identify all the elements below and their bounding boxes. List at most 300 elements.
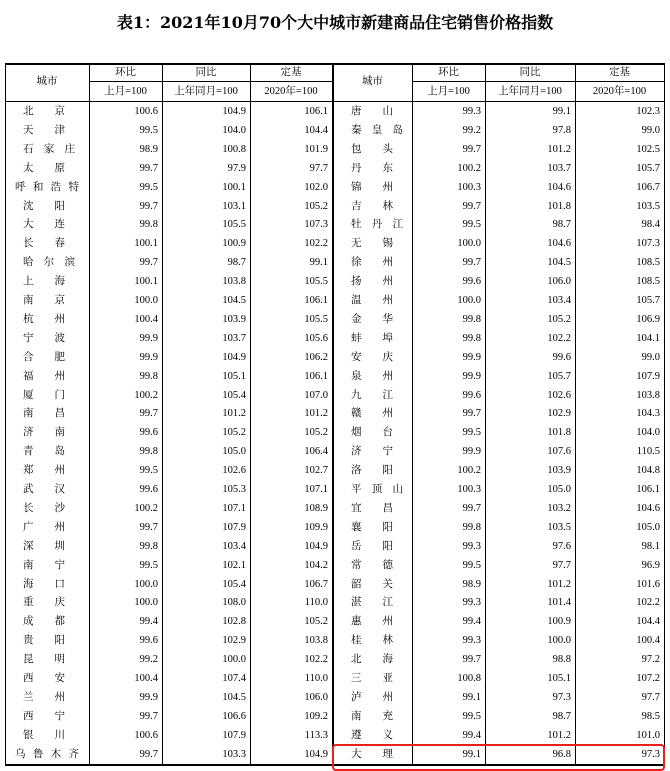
city-name: 重庆: [23, 596, 65, 609]
mom-value: 99.5: [139, 559, 158, 571]
yoy-value: 104.5: [222, 691, 246, 703]
mom-value: 99.7: [139, 748, 158, 760]
base-value: 105.6: [304, 332, 328, 344]
yoy-value: 104.9: [222, 106, 246, 117]
mom-value: 99.6: [139, 484, 158, 495]
city-name: 常德: [351, 558, 393, 571]
column-rule-5: [333, 63, 334, 766]
yoy-value: 98.7: [227, 257, 246, 269]
yoy-value: 103.9: [547, 465, 571, 477]
base-value: 99.0: [641, 351, 660, 363]
city-name: 西宁: [23, 709, 65, 722]
base-value: 102.5: [636, 143, 660, 155]
yoy-value: 105.1: [547, 673, 571, 684]
yoy-value: 100.8: [222, 143, 246, 155]
yoy-value: 104.0: [222, 124, 246, 136]
yoy-value: 103.3: [222, 748, 246, 760]
base-value: 110.5: [636, 446, 660, 458]
mom-value: 99.7: [139, 521, 158, 533]
mom-value: 99.6: [462, 276, 481, 288]
mom-value: 98.9: [139, 143, 158, 155]
yoy-value: 103.5: [547, 521, 571, 533]
yoy-value: 105.7: [547, 370, 571, 382]
yoy-value: 98.8: [552, 654, 571, 666]
header-yoy-sub-right: 上年同月=100: [498, 86, 562, 97]
mom-value: 99.5: [462, 219, 481, 231]
city-name: 大连: [23, 218, 65, 231]
mom-value: 100.0: [134, 295, 158, 306]
yoy-value: 105.2: [547, 313, 571, 325]
mom-value: 99.1: [462, 691, 481, 703]
yoy-value: 100.0: [222, 654, 246, 666]
yoy-value: 101.2: [547, 578, 571, 590]
base-value: 103.5: [636, 200, 660, 212]
mom-value: 100.2: [134, 389, 158, 401]
city-name: 宜昌: [351, 501, 393, 514]
mom-value: 99.5: [462, 710, 481, 722]
column-rule-9: [664, 63, 665, 766]
base-value: 102.2: [636, 597, 660, 609]
header-yoy-right: 同比: [519, 66, 541, 78]
header-base-right: 定基: [609, 66, 630, 78]
yoy-value: 103.7: [222, 332, 246, 344]
city-name: 长沙: [23, 501, 65, 514]
base-value: 97.3: [641, 748, 660, 760]
mom-value: 99.8: [139, 370, 158, 382]
base-value: 104.8: [636, 465, 660, 477]
mom-value: 100.0: [134, 597, 158, 609]
base-value: 96.9: [641, 559, 660, 571]
yoy-value: 103.4: [222, 540, 246, 552]
yoy-value: 102.9: [547, 408, 571, 420]
yoy-value: 107.1: [222, 502, 246, 514]
base-value: 100.4: [636, 635, 660, 647]
yoy-value: 105.2: [222, 427, 246, 439]
city-name: 锦州: [351, 180, 393, 193]
mom-value: 99.8: [139, 219, 158, 231]
city-name: 深圳: [23, 539, 65, 552]
city-name: 厦门: [23, 388, 65, 401]
header-mom-sub-left: 上月=100: [104, 86, 147, 97]
yoy-value: 107.9: [222, 521, 246, 533]
base-value: 98.4: [641, 219, 660, 231]
mom-value: 99.7: [462, 143, 481, 155]
city-name: 无锡: [351, 237, 393, 250]
mom-value: 100.3: [457, 181, 481, 193]
city-name: 丹东: [351, 161, 393, 174]
mom-value: 99.6: [462, 389, 481, 401]
mom-value: 100.2: [457, 465, 481, 477]
yoy-value: 100.0: [547, 635, 571, 647]
mom-value: 100.6: [134, 106, 158, 117]
yoy-value: 105.0: [222, 446, 246, 458]
city-name: 南充: [351, 709, 393, 722]
highlight-box-dali: [332, 744, 665, 771]
yoy-value: 104.9: [222, 351, 246, 363]
base-value: 107.2: [636, 673, 660, 684]
mom-value: 99.5: [139, 124, 158, 136]
yoy-value: 97.9: [227, 162, 246, 174]
city-name: 九江: [351, 388, 393, 401]
mom-value: 100.6: [134, 729, 158, 741]
city-name: 哈尔滨: [23, 256, 75, 269]
city-name: 温州: [351, 294, 393, 306]
base-value: 105.2: [304, 200, 328, 212]
city-name: 烟台: [351, 426, 393, 439]
city-name: 襄阳: [351, 520, 393, 533]
yoy-value: 100.9: [222, 238, 246, 250]
header-mom-sub-right: 上月=100: [427, 86, 470, 97]
mom-value: 100.0: [457, 238, 481, 250]
mom-value: 99.7: [462, 200, 481, 212]
header-yoy-left: 同比: [195, 66, 217, 78]
mom-value: 99.8: [462, 521, 481, 533]
city-name: 沈阳: [23, 199, 65, 212]
yoy-value: 97.8: [552, 124, 571, 136]
yoy-value: 104.6: [547, 181, 571, 193]
yoy-value: 105.1: [222, 370, 246, 382]
city-name: 包头: [351, 142, 393, 155]
base-value: 106.2: [304, 351, 328, 363]
yoy-value: 96.8: [552, 748, 571, 760]
city-name: 金华: [351, 312, 393, 325]
yoy-value: 101.8: [547, 200, 571, 212]
base-value: 102.7: [304, 465, 328, 477]
city-name: 岳阳: [351, 539, 393, 552]
header-yoy-sub-left: 上年同月=100: [174, 86, 238, 97]
city-name: 兰州: [23, 690, 65, 703]
header-city-right: 城市: [362, 75, 383, 87]
base-value: 107.3: [304, 219, 328, 231]
mom-value: 99.9: [139, 332, 158, 344]
mom-value: 99.3: [462, 635, 481, 647]
column-rule-0: [5, 63, 6, 766]
mom-value: 99.8: [462, 332, 481, 344]
city-name: 呼和浩特: [15, 180, 79, 193]
city-name: 郑州: [23, 464, 65, 477]
price-index-table: [5, 63, 665, 766]
base-value: 97.7: [309, 162, 328, 174]
yoy-value: 101.2: [547, 729, 571, 741]
city-name: 青岛: [23, 445, 65, 458]
city-name: 石家庄: [23, 142, 75, 155]
base-value: 105.7: [636, 162, 660, 174]
city-name: 洛阳: [351, 464, 393, 477]
city-name: 惠州: [351, 615, 393, 628]
mom-value: 99.1: [462, 748, 481, 760]
mom-value: 99.7: [462, 654, 481, 666]
base-value: 102.2: [304, 654, 328, 666]
base-value: 110.0: [304, 673, 328, 684]
city-name: 扬州: [351, 275, 393, 288]
base-value: 107.1: [304, 484, 328, 495]
base-value: 98.5: [641, 710, 660, 722]
city-name: 银川: [23, 728, 65, 741]
mom-value: 100.4: [134, 313, 158, 325]
base-value: 106.4: [304, 446, 328, 458]
base-value: 105.2: [304, 616, 328, 628]
yoy-value: 99.6: [552, 351, 571, 363]
base-value: 107.3: [636, 238, 660, 250]
city-name: 徐州: [351, 256, 393, 269]
mom-value: 100.2: [134, 502, 158, 514]
base-value: 104.0: [636, 427, 660, 439]
yoy-value: 102.8: [222, 616, 246, 628]
city-name: 牡丹江: [351, 218, 403, 231]
yoy-value: 101.4: [547, 597, 571, 609]
table-title: 表1：2021年10月70个大中城市新建商品住宅销售价格指数: [116, 13, 554, 32]
header-base-sub-left: 2020年=100: [264, 86, 318, 97]
mom-value: 99.5: [139, 181, 158, 193]
yoy-value: 102.2: [547, 332, 571, 344]
yoy-value: 104.5: [222, 295, 246, 306]
yoy-value: 98.7: [552, 219, 571, 231]
yoy-value: 100.9: [547, 616, 571, 628]
yoy-value: 103.8: [222, 276, 246, 288]
city-name: 海口: [23, 577, 65, 590]
mom-value: 99.9: [139, 351, 158, 363]
city-name: 成都: [23, 615, 65, 628]
base-value: 106.7: [304, 578, 328, 590]
base-value: 99.0: [641, 124, 660, 136]
yoy-value: 108.0: [222, 597, 246, 609]
city-name: 赣州: [351, 407, 393, 420]
yoy-value: 101.2: [547, 143, 571, 155]
city-name: 遵义: [351, 728, 393, 741]
yoy-value: 97.6: [552, 540, 571, 552]
yoy-value: 102.1: [222, 559, 246, 571]
base-value: 105.2: [304, 427, 328, 439]
base-value: 101.2: [304, 408, 328, 420]
mom-value: 99.2: [462, 124, 481, 136]
mom-value: 99.3: [462, 597, 481, 609]
mom-value: 98.9: [462, 578, 481, 590]
city-name: 杭州: [23, 312, 65, 325]
yoy-value: 107.6: [547, 446, 571, 458]
city-name: 济南: [23, 426, 65, 439]
mom-value: 99.7: [139, 257, 158, 269]
city-name: 秦皇岛: [351, 123, 403, 136]
base-value: 106.1: [304, 370, 328, 382]
header-mom-right: 环比: [438, 66, 459, 78]
base-value: 106.9: [636, 313, 660, 325]
mom-value: 99.3: [462, 106, 481, 117]
yoy-value: 102.6: [547, 389, 571, 401]
base-value: 103.8: [636, 389, 660, 401]
base-value: 104.2: [304, 559, 328, 571]
mom-value: 99.5: [139, 465, 158, 477]
mom-value: 100.0: [134, 578, 158, 590]
mom-value: 100.3: [457, 484, 481, 495]
base-value: 97.7: [641, 691, 660, 703]
base-value: 98.1: [641, 540, 660, 552]
mom-value: 100.8: [457, 673, 481, 684]
header-base-left: 定基: [280, 66, 302, 78]
mom-value: 99.4: [462, 616, 481, 628]
yoy-value: 105.5: [222, 219, 246, 231]
base-value: 99.1: [309, 257, 328, 269]
yoy-value: 104.5: [547, 257, 571, 269]
base-value: 107.0: [304, 389, 328, 401]
base-value: 106.1: [304, 106, 328, 117]
mom-value: 99.9: [139, 691, 158, 703]
city-name: 长春: [23, 237, 65, 250]
yoy-value: 101.8: [547, 427, 571, 439]
city-name: 宁波: [23, 331, 65, 344]
header-base-sub-right: 2020年=100: [592, 86, 647, 97]
city-name: 平顶山: [351, 483, 403, 495]
base-value: 102.3: [636, 106, 660, 117]
base-value: 106.7: [636, 181, 660, 193]
city-name: 南宁: [23, 558, 65, 571]
city-name: 天津: [23, 123, 65, 136]
base-value: 101.0: [636, 729, 660, 741]
mom-value: 99.5: [462, 427, 481, 439]
city-name: 湛江: [351, 596, 393, 609]
mom-value: 99.4: [139, 616, 158, 628]
city-name: 福州: [23, 369, 65, 382]
base-value: 109.2: [304, 710, 328, 722]
header-city-left: 城市: [36, 75, 58, 87]
base-value: 108.5: [636, 257, 660, 269]
city-name: 韶关: [351, 577, 393, 590]
mom-value: 99.9: [462, 351, 481, 363]
city-name: 济宁: [351, 445, 393, 458]
base-value: 113.3: [304, 729, 328, 741]
mom-value: 100.2: [457, 162, 481, 174]
yoy-value: 98.7: [552, 710, 571, 722]
mom-value: 99.7: [139, 200, 158, 212]
base-value: 105.0: [636, 521, 660, 533]
city-name: 泉州: [351, 369, 393, 382]
base-value: 97.2: [641, 654, 660, 666]
base-value: 105.5: [304, 276, 328, 288]
mom-value: 99.7: [139, 162, 158, 174]
mom-value: 99.5: [462, 559, 481, 571]
yoy-value: 99.1: [552, 106, 571, 117]
mom-value: 99.8: [139, 540, 158, 552]
base-value: 104.4: [304, 124, 328, 136]
mom-value: 99.9: [462, 446, 481, 458]
mom-value: 99.3: [462, 540, 481, 552]
city-name: 武汉: [23, 483, 65, 495]
base-value: 108.5: [636, 276, 660, 288]
base-value: 102.2: [304, 238, 328, 250]
city-name: 贵阳: [23, 634, 65, 647]
mom-value: 99.7: [462, 257, 481, 269]
mom-value: 99.7: [462, 502, 481, 514]
yoy-value: 101.2: [222, 408, 246, 420]
yoy-value: 103.1: [222, 200, 246, 212]
base-value: 102.0: [304, 181, 328, 193]
city-name: 北海: [351, 653, 393, 666]
mom-value: 99.2: [139, 654, 158, 666]
mom-value: 99.9: [462, 370, 481, 382]
yoy-value: 103.2: [547, 502, 571, 514]
base-value: 103.8: [304, 635, 328, 647]
base-value: 101.6: [636, 578, 660, 590]
mom-value: 99.7: [139, 710, 158, 722]
city-name: 泸州: [351, 690, 393, 703]
base-value: 104.4: [636, 616, 660, 628]
yoy-value: 105.0: [547, 484, 571, 495]
mom-value: 99.6: [139, 635, 158, 647]
city-name: 北京: [23, 105, 65, 117]
city-name: 安庆: [351, 350, 393, 363]
mom-value: 99.4: [462, 729, 481, 741]
city-name: 南昌: [23, 407, 65, 420]
mom-value: 100.4: [134, 673, 158, 684]
city-name: 广州: [23, 520, 65, 533]
base-value: 106.1: [304, 295, 328, 306]
yoy-value: 100.1: [222, 181, 246, 193]
mom-value: 99.7: [139, 408, 158, 420]
base-value: 104.6: [636, 502, 660, 514]
base-value: 104.1: [636, 332, 660, 344]
yoy-value: 107.9: [222, 729, 246, 741]
yoy-value: 103.9: [222, 313, 246, 325]
city-name: 上海: [23, 275, 65, 288]
yoy-value: 105.4: [222, 578, 246, 590]
base-value: 107.9: [636, 370, 660, 382]
base-value: 106.1: [636, 484, 660, 495]
base-value: 101.9: [304, 143, 328, 155]
mom-value: 99.8: [139, 446, 158, 458]
city-name: 吉林: [351, 199, 393, 212]
city-name: 乌鲁木齐: [15, 747, 79, 760]
city-name: 桂林: [351, 634, 393, 647]
city-name: 昆明: [23, 653, 65, 666]
base-value: 104.9: [304, 748, 328, 760]
base-value: 106.0: [304, 691, 328, 703]
header-mom-left: 环比: [115, 66, 136, 78]
yoy-value: 97.3: [552, 691, 571, 703]
mom-value: 100.0: [457, 295, 481, 306]
city-name: 唐山: [351, 105, 393, 117]
yoy-value: 105.3: [222, 484, 246, 495]
base-value: 110.0: [304, 597, 328, 609]
base-value: 105.5: [304, 313, 328, 325]
yoy-value: 102.9: [222, 635, 246, 647]
city-name: 西安: [23, 672, 65, 684]
base-value: 109.9: [304, 521, 328, 533]
city-name: 蚌埠: [351, 331, 393, 344]
base-value: 105.7: [636, 295, 660, 306]
yoy-value: 106.0: [547, 276, 571, 288]
yoy-value: 104.6: [547, 238, 571, 250]
yoy-value: 102.6: [222, 465, 246, 477]
base-value: 104.3: [636, 408, 660, 420]
mom-value: 100.1: [134, 276, 158, 288]
base-value: 108.9: [304, 502, 328, 514]
base-value: 104.9: [304, 540, 328, 552]
yoy-value: 97.7: [552, 559, 571, 571]
yoy-value: 103.7: [547, 162, 571, 174]
city-name: 太原: [23, 161, 65, 174]
mom-value: 99.7: [462, 408, 481, 420]
yoy-value: 106.6: [222, 710, 246, 722]
city-name: 合肥: [23, 350, 65, 363]
city-name: 三亚: [351, 672, 393, 684]
city-name: 大理: [351, 747, 393, 760]
city-name: 南京: [23, 294, 65, 306]
yoy-value: 107.4: [222, 673, 246, 684]
mom-value: 99.8: [462, 313, 481, 325]
yoy-value: 105.4: [222, 389, 246, 401]
mom-value: 100.1: [134, 238, 158, 250]
mom-value: 99.6: [139, 427, 158, 439]
yoy-value: 103.4: [547, 295, 571, 306]
